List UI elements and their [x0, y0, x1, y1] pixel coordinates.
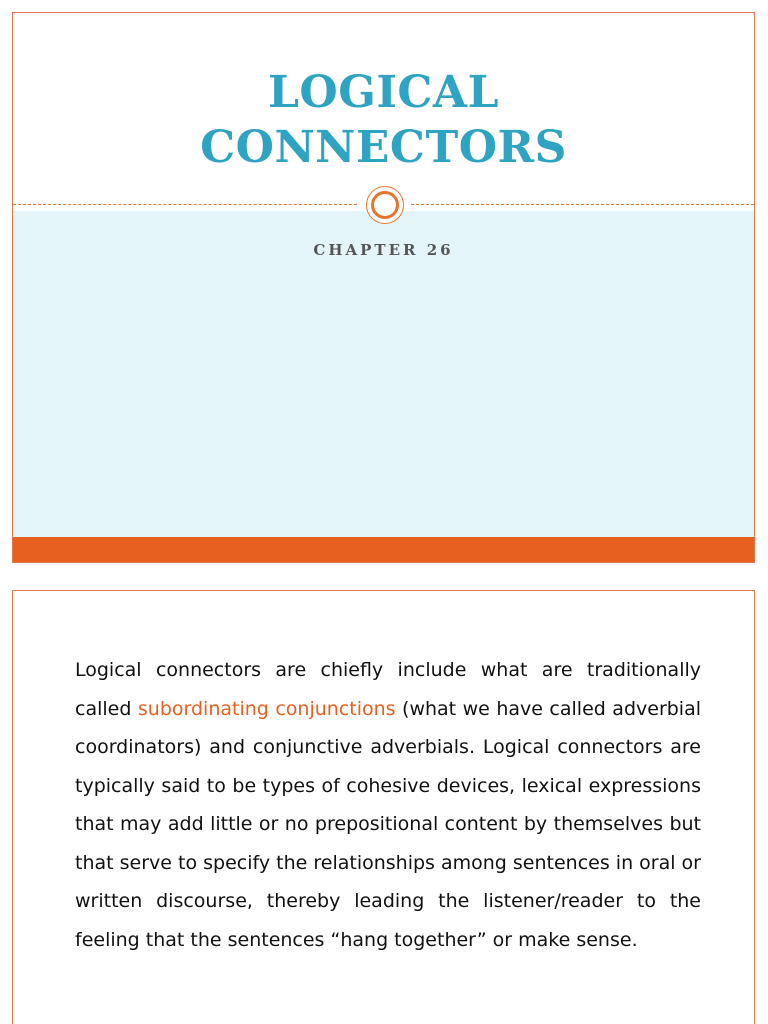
title-area [13, 13, 754, 205]
body-text-part-1: Logical connectors are chiefly include what are traditionally called [75, 659, 701, 720]
body-paragraph [75, 651, 701, 959]
title-line-2: CONNECTORS [200, 122, 567, 173]
divider-left [13, 204, 357, 205]
highlighted-term: subordinating conjunctions [137, 697, 396, 720]
slide-subtitle: CHAPTER 26 [313, 241, 454, 259]
content-slide [12, 590, 755, 1024]
divider-right [411, 204, 754, 205]
title-slide [12, 12, 755, 563]
circle-ornament-icon [366, 186, 404, 224]
title-line-1: LOGICAL [267, 67, 500, 118]
accent-bar [13, 537, 754, 563]
subtitle-band [13, 211, 754, 537]
body-text-part-2: (what we have called adverbial coordinators) and conjunctive adverbials. Logical connectors are typically said to be types of cohesive devices, lexical expressions that may add little or no prepositional content by themselves but that serve to specify the relationships among sentences in oral or written discourse, thereby leading the listener/reader to the feeling that the sentences “hang together” or make sense. [75, 697, 702, 951]
slide-title [13, 65, 754, 175]
